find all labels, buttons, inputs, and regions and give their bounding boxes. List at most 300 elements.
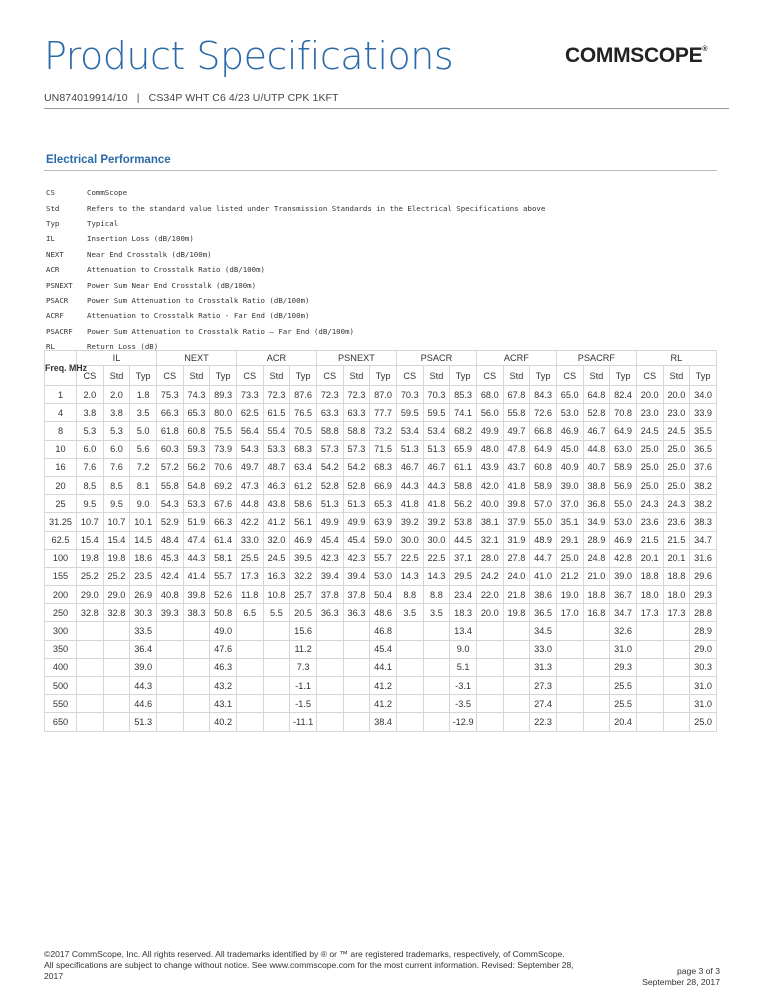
value-cell	[77, 713, 104, 731]
footer-legal	[44, 949, 574, 982]
value-cell: 10.7	[77, 513, 104, 531]
footer-copyright: ©2017 CommScope, Inc. All rights reserved. All trademarks identified by ® or ™ are registered trademarks, respectively, of CommScope.	[44, 949, 565, 959]
value-cell: 37.6	[690, 458, 717, 476]
value-cell: 40.7	[583, 458, 610, 476]
value-cell: 82.4	[610, 386, 637, 404]
value-cell: 10.7	[103, 513, 130, 531]
value-cell	[476, 658, 503, 676]
frequency-cell: 250	[45, 604, 77, 622]
value-cell	[263, 677, 290, 695]
value-cell: 25.0	[636, 476, 663, 494]
value-cell: 39.3	[156, 604, 183, 622]
product-identifier: UN874019914/10 | CS34P WHT C6 4/23 U/UTP CPK 1KFT	[44, 92, 339, 104]
table-row	[45, 567, 717, 585]
value-cell: 2.0	[77, 386, 104, 404]
value-cell: 39.4	[316, 567, 343, 585]
value-cell: 52.8	[316, 476, 343, 494]
legend-row	[46, 277, 545, 292]
value-cell: 33.9	[690, 404, 717, 422]
value-cell: 36.8	[583, 495, 610, 513]
value-cell: 46.9	[610, 531, 637, 549]
frequency-cell: 31.25	[45, 513, 77, 531]
value-cell: 67.6	[210, 495, 237, 513]
value-cell	[343, 658, 370, 676]
value-cell: 43.8	[263, 495, 290, 513]
value-cell: 20.0	[476, 604, 503, 622]
value-cell: 72.3	[343, 386, 370, 404]
subheader: CS	[636, 366, 663, 386]
value-cell	[503, 640, 530, 658]
subheader: Typ	[450, 366, 477, 386]
value-cell	[183, 640, 210, 658]
value-cell: 23.6	[636, 513, 663, 531]
value-cell: 74.3	[183, 386, 210, 404]
value-cell: 58.9	[610, 458, 637, 476]
value-cell: 55.4	[263, 422, 290, 440]
value-cell: 11.8	[236, 586, 263, 604]
value-cell: 3.8	[77, 404, 104, 422]
value-cell	[103, 713, 130, 731]
value-cell: 16.3	[263, 567, 290, 585]
value-cell: 57.2	[156, 458, 183, 476]
value-cell: 54.8	[183, 476, 210, 494]
subheader: Std	[263, 366, 290, 386]
value-cell: 42.8	[610, 549, 637, 567]
subheader: CS	[236, 366, 263, 386]
frequency-cell: 200	[45, 586, 77, 604]
subheader: Typ	[290, 366, 317, 386]
value-cell: 36.7	[610, 586, 637, 604]
value-cell: 32.1	[476, 531, 503, 549]
frequency-cell: 8	[45, 422, 77, 440]
value-cell: 39.5	[290, 549, 317, 567]
value-cell: 10.8	[263, 586, 290, 604]
value-cell: 51.3	[423, 440, 450, 458]
value-cell: 25.0	[636, 440, 663, 458]
table-row	[45, 586, 717, 604]
value-cell: 8.5	[103, 476, 130, 494]
value-cell: 29.1	[556, 531, 583, 549]
value-cell: 33.0	[236, 531, 263, 549]
value-cell: 54.3	[236, 440, 263, 458]
value-cell: 60.8	[530, 458, 557, 476]
value-cell	[396, 677, 423, 695]
value-cell: 3.5	[423, 604, 450, 622]
value-cell: 39.0	[556, 476, 583, 494]
value-cell: 34.5	[530, 622, 557, 640]
value-cell: 57.0	[530, 495, 557, 513]
value-cell: 5.6	[130, 440, 157, 458]
value-cell	[156, 640, 183, 658]
value-cell: 43.9	[476, 458, 503, 476]
value-cell	[423, 640, 450, 658]
value-cell: 47.4	[183, 531, 210, 549]
value-cell	[183, 713, 210, 731]
value-cell: 43.1	[210, 695, 237, 713]
legend-row	[46, 231, 545, 246]
value-cell: 31.6	[690, 549, 717, 567]
value-cell	[316, 713, 343, 731]
value-cell: 53.3	[263, 440, 290, 458]
value-cell: 65.3	[370, 495, 397, 513]
table-row	[45, 386, 717, 404]
value-cell: 56.0	[476, 404, 503, 422]
value-cell: 52.8	[343, 476, 370, 494]
value-cell	[156, 677, 183, 695]
value-cell: 14.5	[130, 531, 157, 549]
table-row	[45, 622, 717, 640]
value-cell: 41.2	[263, 513, 290, 531]
value-cell: 62.5	[236, 404, 263, 422]
value-cell: 42.0	[476, 476, 503, 494]
value-cell: 50.8	[210, 604, 237, 622]
value-cell: 60.8	[183, 422, 210, 440]
value-cell: 3.8	[103, 404, 130, 422]
value-cell: 44.8	[236, 495, 263, 513]
value-cell: 40.2	[210, 713, 237, 731]
value-cell: 3.5	[130, 404, 157, 422]
value-cell: 46.9	[290, 531, 317, 549]
value-cell: 31.9	[503, 531, 530, 549]
value-cell: 24.5	[636, 422, 663, 440]
legend-description: Attenuation to Crosstalk Ratio (dB/100m)	[87, 265, 265, 275]
value-cell	[583, 695, 610, 713]
table-row	[45, 513, 717, 531]
value-cell: 89.3	[210, 386, 237, 404]
value-cell: 76.5	[290, 404, 317, 422]
value-cell: 64.9	[530, 440, 557, 458]
value-cell: 18.8	[583, 586, 610, 604]
value-cell: 73.9	[210, 440, 237, 458]
frequency-cell: 25	[45, 495, 77, 513]
value-cell: 16.8	[583, 604, 610, 622]
value-cell: 49.7	[503, 422, 530, 440]
value-cell: 55.0	[530, 513, 557, 531]
value-cell: 27.8	[503, 549, 530, 567]
value-cell: 72.3	[316, 386, 343, 404]
value-cell: 49.7	[236, 458, 263, 476]
table-row	[45, 695, 717, 713]
legend-abbreviation: NEXT	[46, 249, 64, 259]
value-cell: 53.0	[610, 513, 637, 531]
value-cell: 38.6	[530, 586, 557, 604]
frequency-cell: 20	[45, 476, 77, 494]
value-cell: 60.3	[156, 440, 183, 458]
value-cell	[156, 622, 183, 640]
value-cell: 56.4	[236, 422, 263, 440]
value-cell: 47.6	[210, 640, 237, 658]
value-cell	[156, 658, 183, 676]
value-cell: 70.8	[610, 404, 637, 422]
value-cell: 45.4	[316, 531, 343, 549]
value-cell: 58.8	[450, 476, 477, 494]
value-cell: 38.3	[183, 604, 210, 622]
value-cell: 39.8	[503, 495, 530, 513]
value-cell: 75.5	[210, 422, 237, 440]
value-cell: 59.5	[423, 404, 450, 422]
value-cell: 29.6	[690, 567, 717, 585]
value-cell: 8.8	[423, 586, 450, 604]
value-cell: 27.3	[530, 677, 557, 695]
table-row	[45, 495, 717, 513]
value-cell: 42.2	[236, 513, 263, 531]
value-cell	[503, 622, 530, 640]
frequency-cell: 1	[45, 386, 77, 404]
legend-abbreviation: PSACR	[46, 295, 69, 305]
value-cell: 43.7	[503, 458, 530, 476]
subheader: Std	[343, 366, 370, 386]
value-cell: 80.0	[210, 404, 237, 422]
value-cell: 87.0	[370, 386, 397, 404]
frequency-cell: 4	[45, 404, 77, 422]
value-cell: 41.8	[423, 495, 450, 513]
subheader: CS	[316, 366, 343, 386]
frequency-cell: 500	[45, 677, 77, 695]
value-cell: 70.5	[290, 422, 317, 440]
value-cell: 24.2	[476, 567, 503, 585]
value-cell: 55.7	[370, 549, 397, 567]
subheader: Std	[423, 366, 450, 386]
subheader: Std	[503, 366, 530, 386]
value-cell: 26.9	[130, 586, 157, 604]
value-cell: 51.3	[316, 495, 343, 513]
value-cell: 23.4	[450, 586, 477, 604]
value-cell: 15.4	[103, 531, 130, 549]
subheader: Typ	[370, 366, 397, 386]
legend-row	[46, 216, 545, 231]
value-cell	[103, 658, 130, 676]
value-cell: 68.2	[450, 422, 477, 440]
value-cell: 19.0	[556, 586, 583, 604]
value-cell: 36.3	[316, 604, 343, 622]
value-cell	[236, 695, 263, 713]
value-cell: 5.3	[103, 422, 130, 440]
value-cell	[396, 713, 423, 731]
value-cell: 44.5	[450, 531, 477, 549]
value-cell	[476, 640, 503, 658]
value-cell	[343, 622, 370, 640]
value-cell: 44.3	[183, 549, 210, 567]
value-cell: 24.8	[583, 549, 610, 567]
value-cell: 29.3	[690, 586, 717, 604]
value-cell: 74.1	[450, 404, 477, 422]
value-cell: 38.1	[476, 513, 503, 531]
legend-description: Insertion Loss (dB/100m)	[87, 234, 194, 244]
value-cell: 61.8	[156, 422, 183, 440]
page-number: page 3 of 3	[676, 966, 720, 976]
value-cell	[636, 677, 663, 695]
footer-disclaimer: All specifications are subject to change without notice. See www.commscope.com for the most current information. Revised: September 28,	[44, 960, 574, 970]
value-cell: 56.2	[183, 458, 210, 476]
value-cell: 56.1	[290, 513, 317, 531]
value-cell: 67.8	[503, 386, 530, 404]
subheader: Std	[183, 366, 210, 386]
subheader: CS	[476, 366, 503, 386]
value-cell: 65.9	[450, 440, 477, 458]
value-cell: 30.0	[396, 531, 423, 549]
value-cell: 31.0	[690, 677, 717, 695]
value-cell: 64.8	[583, 386, 610, 404]
value-cell: 5.1	[450, 658, 477, 676]
legend-row	[46, 293, 545, 308]
legend-description: CommScope	[87, 188, 128, 198]
value-cell: 25.0	[663, 458, 690, 476]
value-cell: 45.4	[370, 640, 397, 658]
value-cell	[263, 622, 290, 640]
legend-row	[46, 185, 545, 200]
frequency-cell: 350	[45, 640, 77, 658]
value-cell: 29.0	[77, 586, 104, 604]
value-cell: 41.0	[530, 567, 557, 585]
value-cell: 5.3	[77, 422, 104, 440]
value-cell: 70.3	[396, 386, 423, 404]
value-cell: 31.0	[690, 695, 717, 713]
subheader: CS	[156, 366, 183, 386]
value-cell: 65.0	[556, 386, 583, 404]
value-cell: 25.0	[636, 458, 663, 476]
value-cell: 7.6	[77, 458, 104, 476]
value-cell: 48.4	[156, 531, 183, 549]
group-header: PSNEXT	[316, 351, 396, 366]
value-cell: 9.5	[103, 495, 130, 513]
value-cell: 44.1	[370, 658, 397, 676]
value-cell: 3.5	[396, 604, 423, 622]
value-cell	[236, 677, 263, 695]
value-cell: 44.6	[130, 695, 157, 713]
value-cell	[556, 695, 583, 713]
value-cell: 34.0	[690, 386, 717, 404]
value-cell	[556, 658, 583, 676]
value-cell: 46.9	[556, 422, 583, 440]
frequency-cell: 16	[45, 458, 77, 476]
value-cell	[103, 622, 130, 640]
value-cell	[183, 622, 210, 640]
value-cell: 18.8	[636, 567, 663, 585]
value-cell: 5.5	[263, 604, 290, 622]
value-cell: 35.1	[556, 513, 583, 531]
value-cell: 1.8	[130, 386, 157, 404]
value-cell: 34.7	[610, 604, 637, 622]
value-cell	[263, 713, 290, 731]
value-cell	[396, 658, 423, 676]
electrical-performance-table	[44, 350, 717, 732]
subheader: Typ	[130, 366, 157, 386]
value-cell: 59.0	[370, 531, 397, 549]
value-cell: 14.3	[423, 567, 450, 585]
value-cell: 56.9	[610, 476, 637, 494]
value-cell	[77, 677, 104, 695]
legend-description: Typical	[87, 218, 119, 228]
frequency-cell: 400	[45, 658, 77, 676]
value-cell: 9.0	[130, 495, 157, 513]
value-cell: 53.4	[396, 422, 423, 440]
value-cell: 51.3	[130, 713, 157, 731]
value-cell: 23.0	[663, 404, 690, 422]
value-cell: 56.2	[450, 495, 477, 513]
value-cell: 19.8	[503, 604, 530, 622]
legend-row	[46, 324, 545, 339]
group-header: ACR	[236, 351, 316, 366]
value-cell: 51.3	[396, 440, 423, 458]
value-cell: 34.7	[690, 531, 717, 549]
value-cell	[103, 695, 130, 713]
value-cell: 10.1	[130, 513, 157, 531]
value-cell	[476, 713, 503, 731]
value-cell: 17.3	[663, 604, 690, 622]
value-cell: 72.6	[530, 404, 557, 422]
table-row	[45, 440, 717, 458]
legend-description: Refers to the standard value listed under Transmission Standards in the Electrical Specifications above	[87, 203, 546, 213]
value-cell: 9.0	[450, 640, 477, 658]
value-cell: 87.6	[290, 386, 317, 404]
value-cell	[343, 695, 370, 713]
value-cell: 66.8	[530, 422, 557, 440]
value-cell: 37.8	[343, 586, 370, 604]
value-cell: 22.5	[423, 549, 450, 567]
legend-abbreviation: ACRF	[46, 311, 64, 321]
legend-abbreviation: ACR	[46, 265, 60, 275]
table-row	[45, 531, 717, 549]
value-cell: 44.3	[423, 476, 450, 494]
abbreviation-legend	[46, 185, 545, 354]
value-cell	[423, 677, 450, 695]
value-cell	[663, 695, 690, 713]
value-cell	[77, 695, 104, 713]
value-cell: 39.8	[183, 586, 210, 604]
value-cell: 24.3	[663, 495, 690, 513]
value-cell: 42.3	[316, 549, 343, 567]
value-cell: 20.1	[636, 549, 663, 567]
value-cell: 20.0	[663, 386, 690, 404]
value-cell: 25.5	[610, 695, 637, 713]
value-cell: 42.3	[343, 549, 370, 567]
value-cell	[396, 695, 423, 713]
value-cell	[663, 658, 690, 676]
group-header: IL	[77, 351, 157, 366]
freq-header: Freq. MHz	[45, 351, 77, 386]
legend-row	[46, 247, 545, 262]
value-cell: 37.9	[503, 513, 530, 531]
value-cell	[343, 713, 370, 731]
value-cell	[263, 695, 290, 713]
value-cell: 58.6	[290, 495, 317, 513]
value-cell: 54.2	[316, 458, 343, 476]
value-cell: 61.1	[450, 458, 477, 476]
value-cell: 21.5	[636, 531, 663, 549]
value-cell: 15.4	[77, 531, 104, 549]
value-cell	[156, 713, 183, 731]
value-cell: 36.5	[690, 440, 717, 458]
section-title: Electrical Performance	[46, 154, 171, 166]
subheader: Typ	[690, 366, 717, 386]
value-cell: 51.9	[183, 513, 210, 531]
value-cell	[636, 640, 663, 658]
value-cell: 44.7	[530, 549, 557, 567]
value-cell: 21.8	[503, 586, 530, 604]
value-cell: 18.8	[663, 567, 690, 585]
value-cell	[77, 640, 104, 658]
legend-description: Attenuation to Crosstalk Ratio - Far End (dB/100m)	[87, 311, 310, 321]
value-cell: 38.2	[690, 495, 717, 513]
footer-page-info	[642, 966, 720, 988]
value-cell: 22.0	[476, 586, 503, 604]
value-cell: 55.8	[503, 404, 530, 422]
value-cell: -3.5	[450, 695, 477, 713]
value-cell: 48.6	[370, 604, 397, 622]
group-header: RL	[636, 351, 716, 366]
value-cell: 30.0	[423, 531, 450, 549]
value-cell: 19.8	[77, 549, 104, 567]
